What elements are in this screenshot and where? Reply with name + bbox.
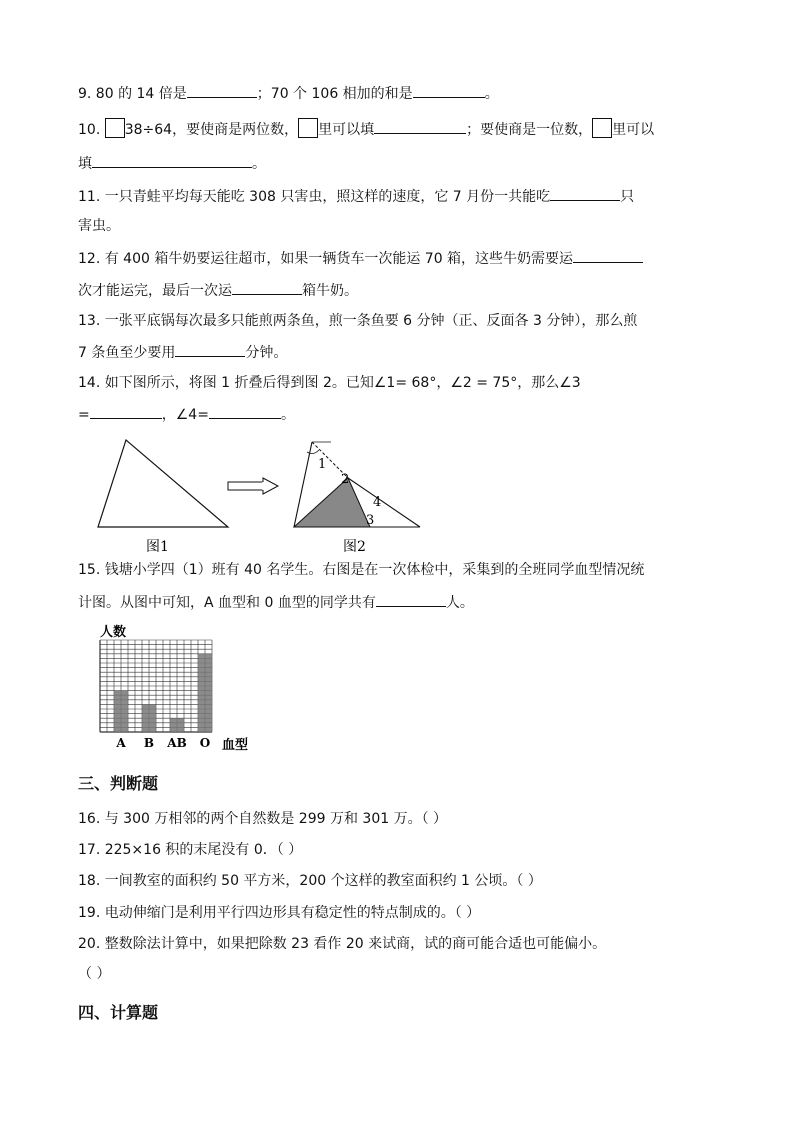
answer-blank[interactable]: [413, 83, 485, 98]
category-label-b: B: [143, 736, 155, 750]
category-label-a: A: [116, 736, 126, 750]
question-9: 9. 80 的 14 倍是 ；70 个 106 相加的和是 。: [78, 83, 499, 104]
answer-blank[interactable]: [232, 280, 302, 295]
question-12-cont: 次才能运完，最后一次运 箱牛奶。: [78, 280, 358, 301]
question-14: 14. 如下图所示，将图 1 折叠后得到图 2。已知∠1= 68°，∠2 = 75°，那么∠3: [78, 375, 581, 391]
x-axis-label: 血型: [222, 738, 249, 753]
answer-blank[interactable]: [550, 186, 620, 201]
question-14-cont: = ，∠4= 。: [78, 404, 295, 425]
question-13: 13. 一张平底锅每次最多只能煎两条鱼，煎一条鱼要 6 分钟（正、反面各 3 分钟），那么煎: [78, 313, 638, 329]
angle-label-2: 2: [341, 472, 350, 487]
question-16: 16. 与 300 万相邻的两个自然数是 299 万和 301 万。（ ）: [78, 811, 448, 827]
digit-box[interactable]: [592, 118, 612, 138]
blood-type-chart: [92, 618, 262, 758]
question-11-cont: 害虫。: [78, 218, 120, 234]
question-20-cont: （ ）: [78, 966, 111, 982]
digit-box[interactable]: [298, 118, 318, 138]
answer-blank[interactable]: [209, 404, 281, 419]
question-20: 20. 整数除法计算中，如果把除数 23 看作 20 来试商，试的商可能合适也可能偏小。: [78, 936, 607, 952]
category-label-o: O: [199, 736, 211, 750]
answer-blank[interactable]: [90, 404, 162, 419]
answer-blank[interactable]: [573, 248, 643, 263]
triangle-figure-1: [98, 440, 228, 527]
chart-category-labels: [115, 736, 210, 750]
bar-b: [142, 704, 156, 732]
answer-blank[interactable]: [175, 342, 245, 357]
section-4-heading: 四、计算题: [78, 1003, 159, 1022]
bar-a: [114, 691, 128, 732]
figure-1-label: 图1: [146, 539, 169, 555]
question-11: 11. 一只青蛙平均每天能吃 308 只害虫，照这样的速度，它 7 月份一共能吃 只: [78, 186, 634, 207]
question-10-cont: 填 。: [78, 153, 266, 174]
angle-label-3: 3: [366, 513, 375, 528]
question-15-cont: 计图。从图中可知，A 血型和 0 血型的同学共有 人。: [78, 592, 474, 613]
question-12: 12. 有 400 箱牛奶要运往超市，如果一辆货车一次能运 70 箱，这些牛奶需要运: [78, 248, 643, 269]
angle-label-4: 4: [373, 495, 382, 510]
section-3-heading: 三、判断题: [78, 774, 159, 793]
question-13-cont: 7 条鱼至少要用 分钟。: [78, 342, 287, 363]
question-19: 19. 电动伸缩门是利用平行四边形具有稳定性的特点制成的。（ ）: [78, 905, 481, 921]
question-10: 10. 38÷64，要使商是两位数， 里可以填 ；要使商是一位数， 里可以: [78, 118, 654, 140]
question-15: 15. 钱塘小学四（1）班有 40 名学生。右图是在一次体检中，采集到的全班同学血型情况统: [78, 562, 645, 578]
bar-ab: [170, 718, 184, 732]
arrow-icon: [228, 478, 278, 494]
answer-blank[interactable]: [374, 119, 466, 134]
category-label-ab: AB: [167, 736, 187, 750]
bar-o: [198, 654, 212, 732]
answer-blank[interactable]: [92, 153, 252, 168]
answer-blank[interactable]: [187, 83, 257, 98]
digit-box[interactable]: [105, 118, 125, 138]
y-axis-label: 人数: [100, 625, 127, 640]
answer-blank[interactable]: [376, 592, 446, 607]
question-18: 18. 一间教室的面积约 50 平方米，200 个这样的教室面积约 1 公顷。（ ）: [78, 873, 542, 889]
angle-label-1: 1: [318, 457, 327, 472]
question-17: 17. 225×16 积的末尾没有 0．（ ）: [78, 842, 303, 858]
fold-figure: [90, 436, 430, 556]
triangle-figure-2: [294, 442, 420, 528]
figure-2-label: 图2: [343, 539, 366, 555]
